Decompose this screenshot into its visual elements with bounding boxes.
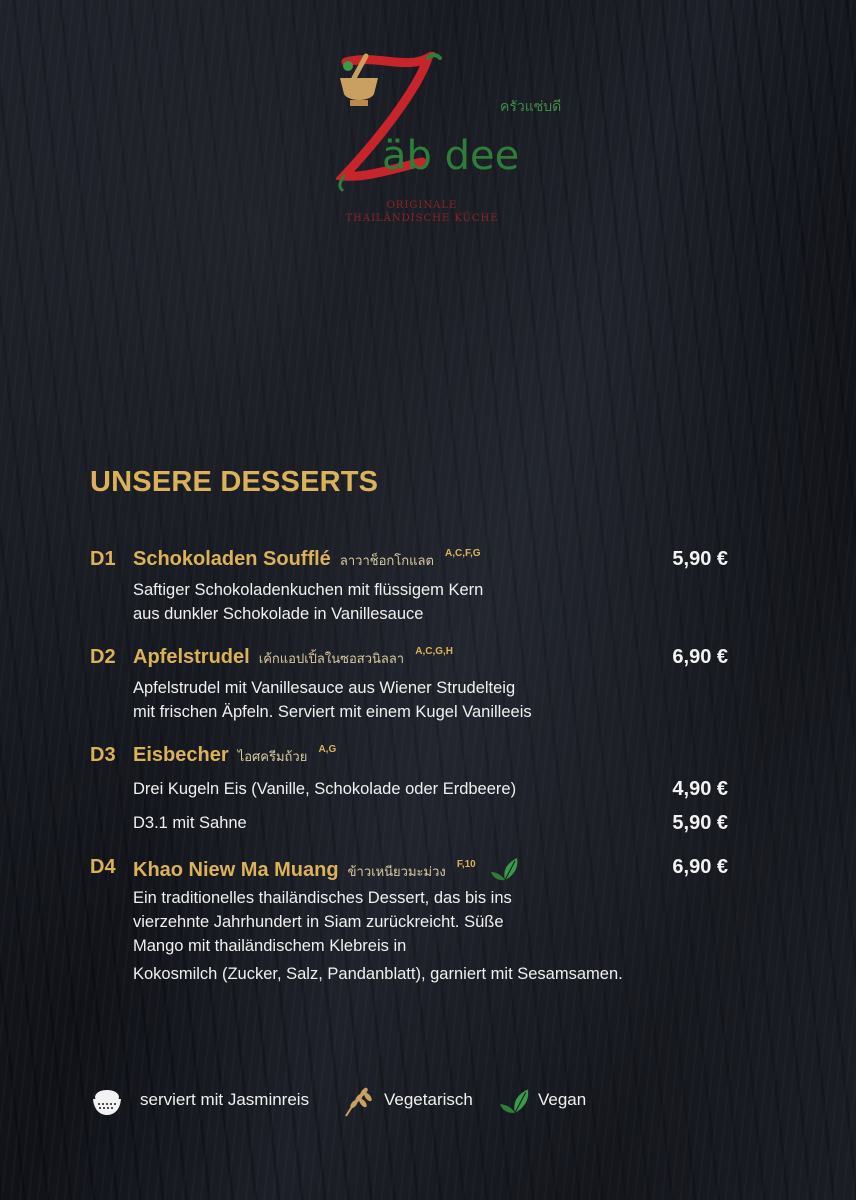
description-line: Kokosmilch (Zucker, Salz, Pandanblatt), garniert mit Sesamsamen.: [133, 965, 623, 983]
description-line: vierzehnte Jahrhundert in Siam zurückreicht. Süße: [133, 913, 504, 931]
sub-item-text: Drei Kugeln Eis (Vanille, Schokolade oder Erdbeere): [133, 780, 517, 798]
legend-item-vegan: [498, 1084, 618, 1120]
mortar-pestle-icon: [336, 52, 382, 110]
item-allergens: A,C,G,H: [415, 646, 453, 657]
item-thai-name: ลาวาช็อกโกแลต: [339, 554, 434, 569]
description-line: Apfelstrudel mit Vanillesauce aus Wiener Strudelteig: [133, 679, 516, 697]
item-description: [133, 676, 532, 724]
item-description: [133, 578, 483, 626]
menu-item-d4: [90, 856, 740, 996]
menu-item-d3: [90, 744, 740, 844]
brand-subtitle: [336, 199, 508, 225]
item-name: Eisbecher: [133, 744, 229, 766]
item-allergens: F,10: [456, 859, 476, 870]
menu-item-d2: [90, 646, 740, 726]
description-line: aus dunkler Schokolade in Vanillesauce: [133, 605, 424, 623]
item-code: D2: [90, 646, 116, 668]
vegan-leaf-icon: [489, 856, 521, 882]
legend-label: Vegetarisch: [384, 1090, 473, 1109]
restaurant-logo: [336, 52, 576, 237]
item-allergens: A,C,F,G: [445, 548, 481, 559]
item-code: D3: [90, 744, 116, 766]
legend: [90, 1084, 690, 1120]
description-line: mit frischen Äpfeln. Serviert mit einem Kugel Vanilleeis: [133, 703, 532, 721]
legend-label: Vegan: [538, 1090, 587, 1109]
brand-thai-name: ครัวแซ่บดี: [500, 99, 562, 115]
description-line: Saftiger Schokoladenkuchen mit flüssigem Kern: [133, 581, 484, 599]
item-allergens: A,G: [318, 744, 337, 755]
rice-bowl-icon: [90, 1084, 124, 1118]
item-thai-name: ข้าวเหนียวมะม่วง: [347, 865, 446, 880]
item-description: [133, 886, 733, 986]
sub-item-row: [133, 812, 740, 836]
section-title: UNSERE DESSERTS: [90, 466, 379, 498]
brand-subtitle-line1: ORIGINALE: [386, 200, 458, 211]
menu-item-d1: [90, 548, 740, 628]
sub-item-price: 5,90 €: [672, 812, 728, 834]
legend-item-vegetarian: [342, 1084, 502, 1120]
description-line: Ein traditionelles thailändisches Dessert, das bis ins: [133, 889, 512, 907]
vegan-leaf-icon: [498, 1084, 532, 1118]
item-code: D4: [90, 856, 116, 878]
item-thai-name: เค้กแอปเปิ้ลในซอสวนิลลา: [258, 652, 405, 667]
legend-item-jasmine-rice: [90, 1084, 350, 1120]
wheat-icon: [342, 1084, 372, 1118]
sub-item-text: D3.1 mit Sahne: [133, 814, 247, 832]
description-line: Mango mit thailändischem Klebreis in: [133, 937, 407, 955]
item-name: Schokoladen Soufflé: [133, 548, 331, 570]
item-price: 5,90 €: [672, 548, 728, 570]
item-thai-name: ไอศครีมถ้วย: [237, 750, 308, 765]
sub-item-price: 4,90 €: [672, 778, 728, 800]
item-price: 6,90 €: [672, 646, 728, 668]
brand-subtitle-line2: THAILÄNDISCHE KÜCHE: [345, 213, 499, 224]
brand-name: äb dee: [382, 133, 520, 179]
sub-item-row: [133, 778, 740, 802]
item-price: 6,90 €: [672, 856, 728, 878]
item-code: D1: [90, 548, 116, 570]
legend-label: serviert mit Jasminreis: [140, 1090, 310, 1109]
item-name: Khao Niew Ma Muang: [133, 859, 339, 881]
item-name: Apfelstrudel: [133, 646, 250, 668]
